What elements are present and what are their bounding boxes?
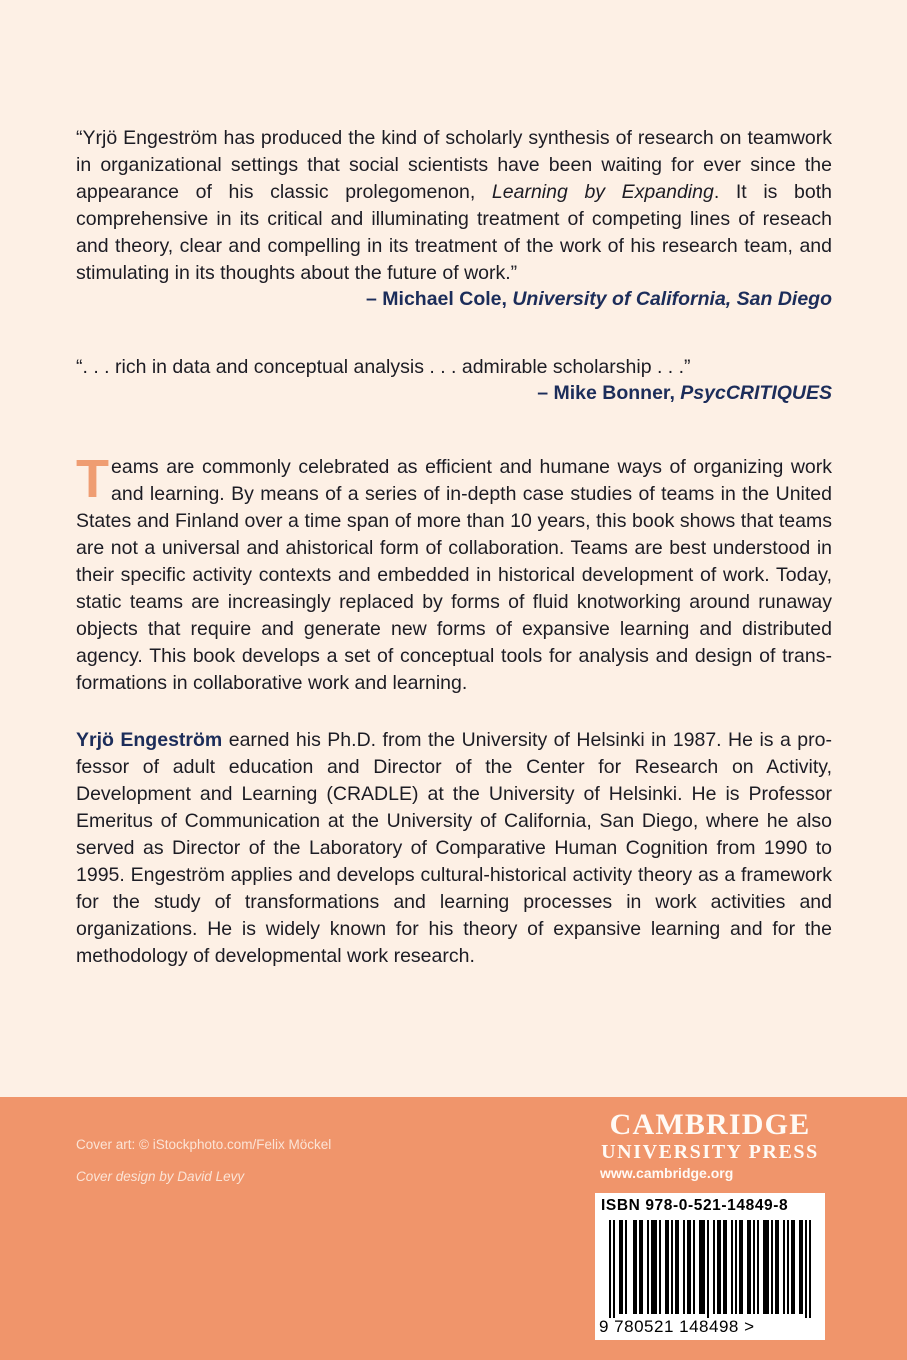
barcode-bar [765,1220,767,1314]
barcode-bar [805,1220,807,1318]
barcode-bar [771,1220,773,1314]
barcode-bar [689,1220,691,1314]
barcode-bar [707,1220,709,1318]
publisher-name: CAMBRIDGE [609,1108,811,1141]
barcode-bar [731,1220,733,1314]
publisher-url: www.cambridge.org [600,1165,734,1181]
barcode-bar [613,1220,615,1318]
barcode-bar [625,1220,627,1314]
barcode-bar [641,1220,643,1314]
barcode-bar [741,1220,743,1314]
barcode-bar [725,1220,727,1314]
barcode-bar [799,1220,801,1314]
barcode-bar [671,1220,673,1314]
barcode-bar [619,1220,621,1314]
barcode-bar [639,1220,641,1314]
praise-quote-bonner [76,354,832,405]
quote-text: “. . . rich in data and conceptual analysis . . . admirable scholarship . . .” [76,356,691,378]
barcode-bar [717,1220,719,1314]
author-name: Yrjö Engeström [76,729,223,751]
barcode-bar [723,1220,725,1314]
barcode-bar [791,1220,793,1314]
barcode-bar [747,1220,749,1314]
barcode-bar [693,1220,695,1314]
publisher-subtitle: UNIVERSITY PRESS [601,1141,819,1163]
barcode-bar [809,1220,811,1318]
barcode-bar [735,1220,737,1314]
barcode-bar [703,1220,705,1314]
cover-design-credit: Cover design by David Levy [76,1169,245,1184]
barcode-bar [739,1220,741,1314]
barcode-bar [757,1220,759,1314]
barcode-bar [753,1220,755,1314]
barcode-bar [713,1220,715,1314]
barcode-bar [667,1220,669,1314]
book-title: Learning by Expanding [491,181,714,203]
quote-attribution: – Michael Cole, University of California, San Diego [366,288,832,310]
barcode-bar [609,1220,611,1318]
barcode-bar [719,1220,721,1314]
barcode-bar [633,1220,635,1314]
publisher-logo [595,1109,825,1183]
author-bio: Yrjö Engeström earned his Ph.D. from the University of Helsinki in 1987. He is a professor of adult education and Director of the Center for Research on Activity, Development and Learning (CRADLE) at the University of Helsinki. He is Professor Emeritus of Communication at the University of California, San Diego, where he also served as Director of the Laboratory of Comparative Human Cognition from 1990 to 1995. Engeström applies and develops cultural-historical activity theory as a framework for the study of transformations and learning processes in work activities and organizations. He is widely known for his theory of expansive learning and for the methodology of developmental work research. [76,729,832,967]
barcode-bar [787,1220,789,1314]
quote-attribution: – Mike Bonner, PsycCRITIQUES [537,382,832,404]
quote-text: “Yrjö Engeström has produced the kind of scholarly synthesis of research on teamwork in organizational settings that social scientists have been waiting for ever since the appearance of his classic prolegomenon, Learning by Expanding. It is both comprehensive in its critical and illuminating treatment of competing lines of reseach and theory, clear and compelling in its treatment of the work of his research team, and stimulating in its thoughts about the future of work.” [76,127,832,284]
barcode-digits: 9 780521 148498 > [599,1317,755,1336]
barcode-bar [647,1220,649,1314]
book-description: Teams are commonly celebrated as efficient and humane ways of organizing work and learning. By means of a series of in-depth case studies of teams in the United States and Finland over a time span of more than 10 years, this book shows that teams are not a universal and ahistorical form of collaboration. Teams are best understood in their specific activity contexts and embedded in historical development of work. Today, static teams are increasingly replaced by forms of fluid knotworking around runaway objects that require and generate new forms of expansive learning and distributed agency. This book develops a set of conceptual tools for analysis and design of transformations in collaborative work and learning. [76,449,832,694]
barcode-bar [767,1220,769,1314]
barcode-bar [699,1220,701,1314]
barcode-bar [665,1220,667,1314]
barcode-bar [621,1220,623,1314]
barcode-bar [659,1220,661,1314]
isbn-barcode [595,1193,825,1340]
drop-cap: T [76,449,109,509]
isbn-label: ISBN 978-0-521-14849-8 [601,1197,789,1214]
cover-art-credit: Cover art: © iStockphoto.com/Felix Möckel [76,1137,332,1152]
barcode-bar [675,1220,677,1314]
barcode-bar [801,1220,803,1314]
barcode-bar [655,1220,657,1314]
barcode-bar [635,1220,637,1314]
barcode-bar [653,1220,655,1314]
barcode-bar [687,1220,689,1314]
barcode-bar [783,1220,785,1314]
cover-footer [0,1097,907,1360]
barcode-bar [793,1220,795,1314]
barcode-bar [777,1220,779,1314]
barcode-bar [749,1220,751,1314]
barcode-bar [677,1220,679,1314]
barcode-bar [763,1220,765,1314]
barcode-bar [683,1220,685,1314]
barcode-bar [651,1220,653,1314]
praise-quote-cole [76,125,832,311]
barcode-bar [701,1220,703,1314]
barcode-bar [775,1220,777,1314]
